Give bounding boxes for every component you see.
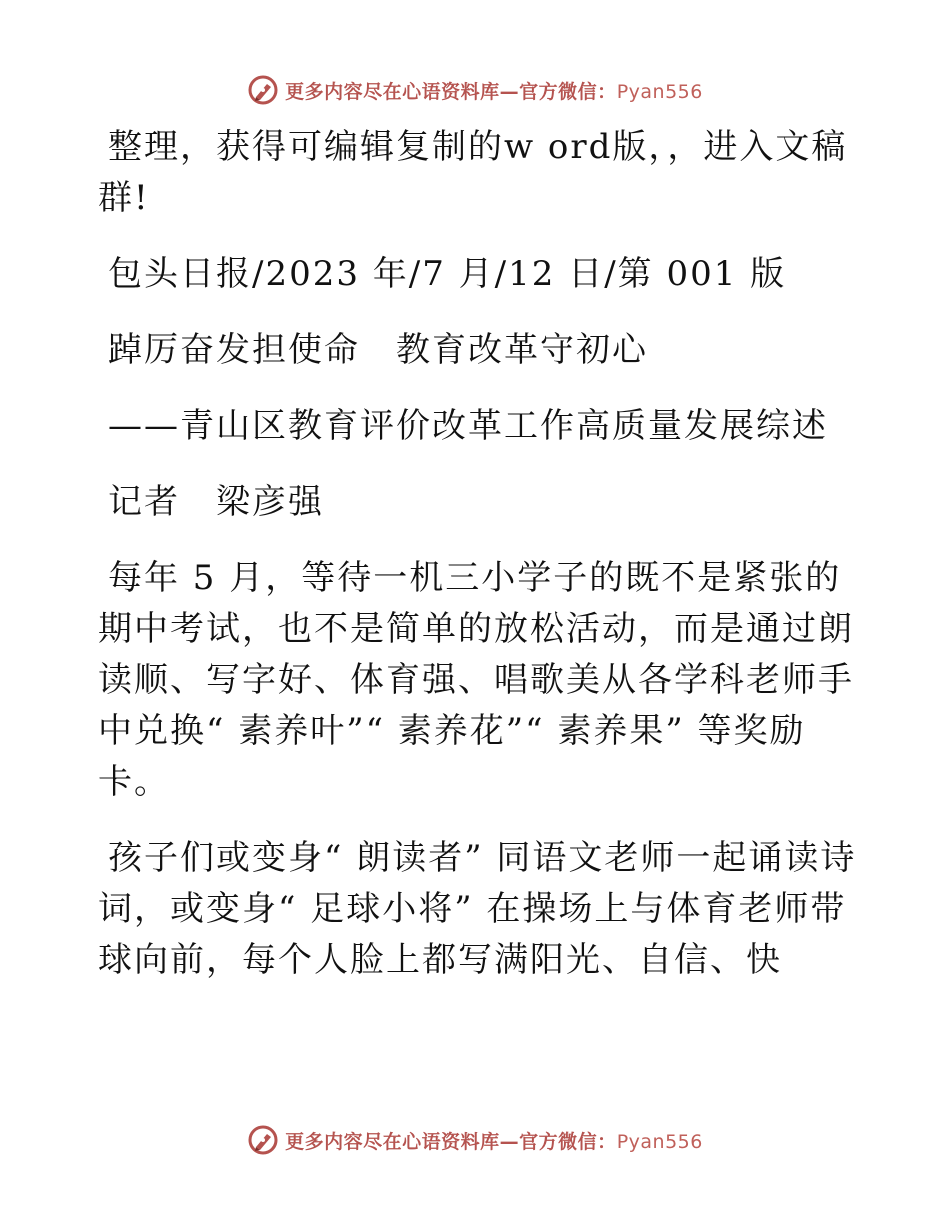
article-subtitle: ——青山区教育评价改革工作高质量发展综述	[108, 406, 828, 446]
watermark-label: 官方微信：	[519, 80, 617, 103]
watermark-separator: —	[499, 1130, 520, 1153]
pen-logo-icon	[247, 1124, 279, 1156]
document-body	[98, 122, 858, 1011]
watermark-footer	[0, 1120, 950, 1160]
watermark-brand: 更多内容尽在心语资料库	[285, 1130, 500, 1153]
paragraph-body-2: 孩子们或变身“ 朗读者” 同语文老师一起诵读诗词，或变身“ 足球小将” 在操场上与体育老师带球向前，每个人脸上都写满阳光、自信、快	[98, 838, 857, 980]
watermark-handle: Pyan556	[616, 1130, 703, 1153]
watermark-text	[285, 1127, 703, 1154]
watermark-handle: Pyan556	[616, 80, 703, 103]
watermark-header	[0, 70, 950, 110]
article-title: 踔厉奋发担使命 教育改革守初心	[108, 330, 648, 370]
watermark-label: 官方微信：	[519, 1130, 617, 1153]
watermark-separator: —	[499, 80, 520, 103]
paragraph-body-1: 每年 5 月，等待一机三小学子的既不是紧张的期中考试，也不是简单的放松活动，而是通过朗读顺、写字好、体育强、唱歌美从各学科老师手中兑换“ 素养叶”“ 素养花”“ 素养果” 等奖励卡。	[98, 558, 854, 802]
watermark-brand: 更多内容尽在心语资料库	[285, 80, 500, 103]
paragraph-intro: 整理，获得可编辑复制的w ord版，，进入文稿群!	[98, 127, 848, 218]
pen-logo-icon	[247, 74, 279, 106]
paragraph-source: 包头日报/2023 年/7 月/12 日/第 001 版	[108, 254, 787, 294]
article-byline: 记者 梁彦强	[108, 482, 324, 522]
watermark-text	[285, 77, 703, 104]
